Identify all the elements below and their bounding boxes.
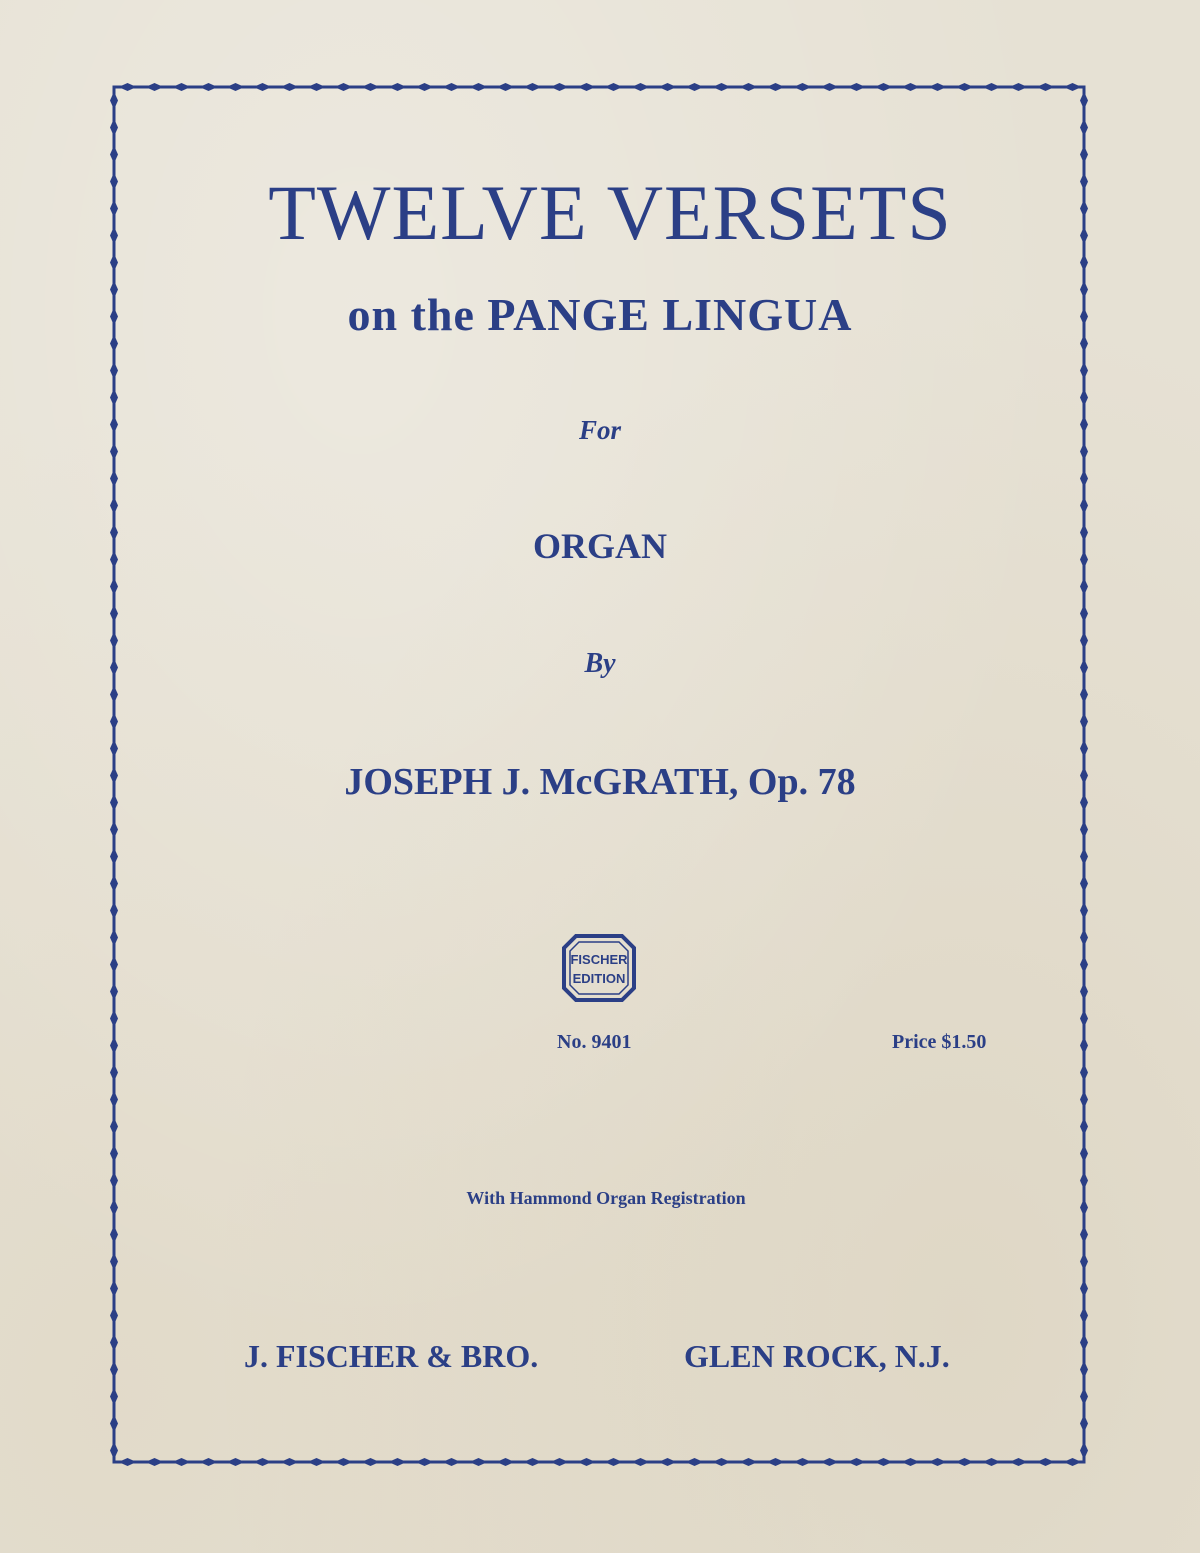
border-diamond [794,83,812,91]
border-diamond [1037,1458,1055,1466]
catalog-number: No. 9401 [557,1031,632,1053]
border-diamond [659,1458,677,1466]
border-diamond [497,1458,515,1466]
border-diamond [110,1118,118,1136]
border-diamond [1080,1415,1088,1433]
border-diamond [110,1442,118,1460]
border-diamond [929,83,947,91]
border-diamond [1080,362,1088,380]
border-diamond [110,686,118,704]
border-diamond [875,83,893,91]
border-diamond [110,92,118,110]
border-diamond [110,875,118,893]
border-diamond [1080,92,1088,110]
border-diamond [200,83,218,91]
border-diamond [929,1458,947,1466]
border-diamond [983,1458,1001,1466]
border-diamond [1080,1172,1088,1190]
composer-name: JOSEPH J. McGRATH, Op. 78 [344,761,856,803]
border-diamond [1080,686,1088,704]
border-diamond [362,1458,380,1466]
border-diamond [110,1334,118,1352]
border-diamond [1080,578,1088,596]
border-diamond [110,929,118,947]
border-diamond [875,1458,893,1466]
border-diamond [1080,1307,1088,1325]
border-diamond [110,1010,118,1028]
border-diamond [497,83,515,91]
border-diamond [659,83,677,91]
border-diamond [1080,1280,1088,1298]
border-diamond [146,1458,164,1466]
border-diamond [1080,119,1088,137]
border-diamond [227,83,245,91]
border-diamond [110,146,118,164]
border-diamond [443,1458,461,1466]
border-diamond [848,83,866,91]
border-diamond [281,83,299,91]
border-diamond [110,821,118,839]
border-diamond [1080,1253,1088,1271]
border-diamond [110,740,118,758]
border-diamond [119,1458,137,1466]
border-diamond [1080,929,1088,947]
border-diamond [110,902,118,920]
border-diamond [1080,1118,1088,1136]
registration-note: With Hammond Organ Registration [466,1188,746,1208]
border-diamond [1080,389,1088,407]
price-label: Price $1.50 [892,1031,987,1053]
border-diamond [119,83,137,91]
border-diamond [173,83,191,91]
border-diamond [1080,1442,1088,1460]
border-diamond [632,1458,650,1466]
by-label: By [584,648,616,679]
border-diamond [110,1280,118,1298]
border-diamond [110,362,118,380]
border-diamond [110,578,118,596]
border-diamond [767,83,785,91]
logo-line-1: FISCHER [570,952,628,967]
border-diamond [110,1307,118,1325]
border-diamond [794,1458,812,1466]
logo-line-2: EDITION [572,971,626,986]
border-diamond [1080,470,1088,488]
border-diamond [551,83,569,91]
border-diamond [578,83,596,91]
border-diamond [110,713,118,731]
border-diamond [110,1226,118,1244]
border-diamond [1080,1064,1088,1082]
border-diamond [767,1458,785,1466]
border-diamond [281,1458,299,1466]
border-diamond [1010,1458,1028,1466]
border-diamond [110,1064,118,1082]
border-diamond [335,1458,353,1466]
border-diamond [200,1458,218,1466]
border-diamond [1080,821,1088,839]
border-diamond [983,83,1001,91]
border-diamond [632,83,650,91]
border-diamond [848,1458,866,1466]
border-diamond [1080,146,1088,164]
border-diamond [254,83,272,91]
border-diamond [1037,83,1055,91]
border-diamond [1064,83,1082,91]
border-diamond [713,83,731,91]
border-diamond [110,956,118,974]
border-diamond [110,1253,118,1271]
border-diamond [1080,1334,1088,1352]
border-diamond [1080,1091,1088,1109]
border-diamond [902,1458,920,1466]
border-diamond [146,83,164,91]
border-diamond [956,83,974,91]
border-diamond [713,1458,731,1466]
border-diamond [1080,1037,1088,1055]
border-diamond [110,389,118,407]
border-diamond [1080,713,1088,731]
border-diamond [1080,875,1088,893]
border-diamond [110,497,118,515]
border-diamond [335,83,353,91]
border-diamond [110,1361,118,1379]
border-diamond [110,1415,118,1433]
border-diamond [110,1145,118,1163]
border-diamond [254,1458,272,1466]
border-diamond [1080,1010,1088,1028]
publisher-name: J. FISCHER & BRO. [244,1338,539,1374]
border-diamond [308,83,326,91]
border-diamond [110,1091,118,1109]
border-diamond [1080,1145,1088,1163]
border-diamond [308,1458,326,1466]
border-diamond [110,1388,118,1406]
border-diamond [173,1458,191,1466]
border-diamond [605,83,623,91]
border-diamond [902,83,920,91]
cover-subtitle: on the PANGE LINGUA [347,289,853,340]
border-diamond [110,470,118,488]
border-diamond [686,1458,704,1466]
border-diamond [740,1458,758,1466]
border-diamond [551,1458,569,1466]
border-diamond [686,83,704,91]
publisher-location: GLEN ROCK, N.J. [684,1338,950,1374]
border-diamond [110,119,118,137]
border-diamond [110,1037,118,1055]
cover-title: TWELVE VERSETS [268,169,952,256]
border-diamond [1010,83,1028,91]
border-diamond [524,83,542,91]
for-label: For [578,415,622,445]
border-diamond [578,1458,596,1466]
border-diamond [740,83,758,91]
border-diamond [470,83,488,91]
border-diamond [956,1458,974,1466]
border-diamond [470,1458,488,1466]
border-diamond [416,83,434,91]
border-diamond [110,848,118,866]
border-diamond [110,632,118,650]
border-diamond [1080,956,1088,974]
border-diamond [443,83,461,91]
border-diamond [1080,983,1088,1001]
border-diamond [227,1458,245,1466]
border-diamond [1080,1226,1088,1244]
border-diamond [1080,1361,1088,1379]
border-diamond [821,83,839,91]
border-diamond [1080,632,1088,650]
border-diamond [110,1172,118,1190]
border-diamond [1080,497,1088,515]
border-diamond [1080,902,1088,920]
border-diamond [110,605,118,623]
border-diamond [605,1458,623,1466]
fischer-edition-logo [562,934,636,1002]
border-diamond [1080,740,1088,758]
instrument-label: ORGAN [533,526,667,566]
border-diamond [389,83,407,91]
border-diamond [1080,1388,1088,1406]
border-diamond [821,1458,839,1466]
border-diamond [1080,605,1088,623]
border-diamond [1064,1458,1082,1466]
border-diamond [416,1458,434,1466]
border-diamond [1080,848,1088,866]
border-diamond [362,83,380,91]
border-diamond [110,983,118,1001]
border-diamond [524,1458,542,1466]
border-diamond [389,1458,407,1466]
